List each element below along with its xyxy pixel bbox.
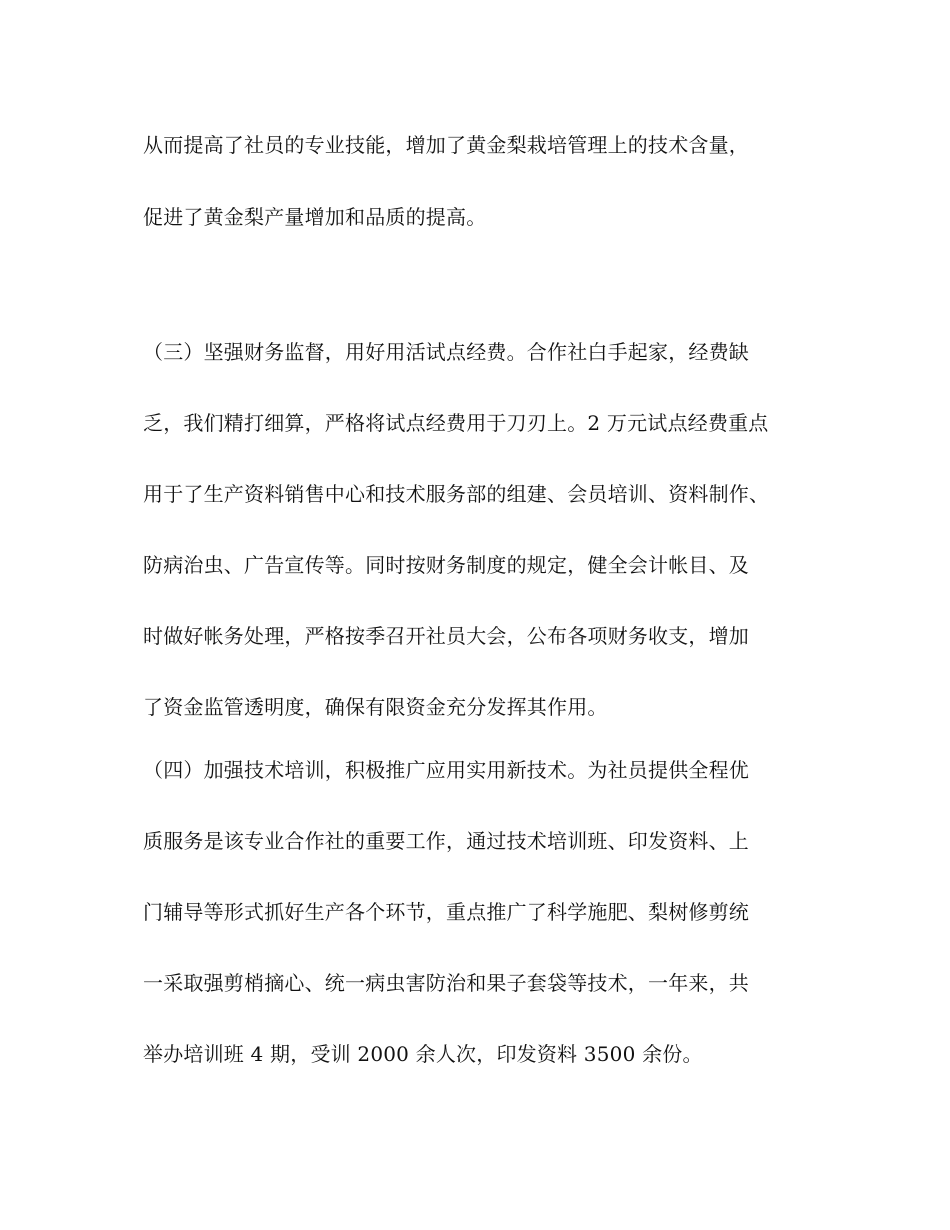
text-line-2: 促进了黄金梨产量增加和品质的提高。	[143, 205, 487, 229]
text-line-12: 一采取强剪梢摘心、统一病虫害防治和果子套袋等技术，一年来，共	[143, 971, 749, 995]
text-line-5: 用于了生产资料销售中心和技术服务部的组建、会员培训、资料制作、	[143, 482, 770, 506]
section-three-heading-line: （三）坚强财务监督，用好用活试点经费。合作社白手起家，经费缺	[143, 340, 749, 364]
text-line-10: 质服务是该专业合作社的重要工作，通过技术培训班、印发资料、上	[143, 829, 749, 853]
text-line-13: 举办培训班 4 期，受训 2000 余人次，印发资料 3500 余份。	[143, 1042, 703, 1066]
text-line-8: 了资金监管透明度，确保有限资金充分发挥其作用。	[143, 695, 608, 719]
section-four-heading-line: （四）加强技术培训，积极推广应用实用新技术。为社员提供全程优	[143, 758, 749, 782]
text-line-4: 乏，我们精打细算，严格将试点经费用于刀刃上。2 万元试点经费重点	[143, 411, 769, 435]
text-line-6: 防病治虫、广告宣传等。同时按财务制度的规定，健全会计帐目、及	[143, 553, 749, 577]
text-line-7: 时做好帐务处理，严格按季召开社员大会，公布各项财务收支，增加	[143, 624, 749, 648]
text-line-11: 门辅导等形式抓好生产各个环节，重点推广了科学施肥、梨树修剪统	[143, 900, 749, 924]
text-line-1: 从而提高了社员的专业技能，增加了黄金梨栽培管理上的技术含量，	[143, 133, 749, 157]
